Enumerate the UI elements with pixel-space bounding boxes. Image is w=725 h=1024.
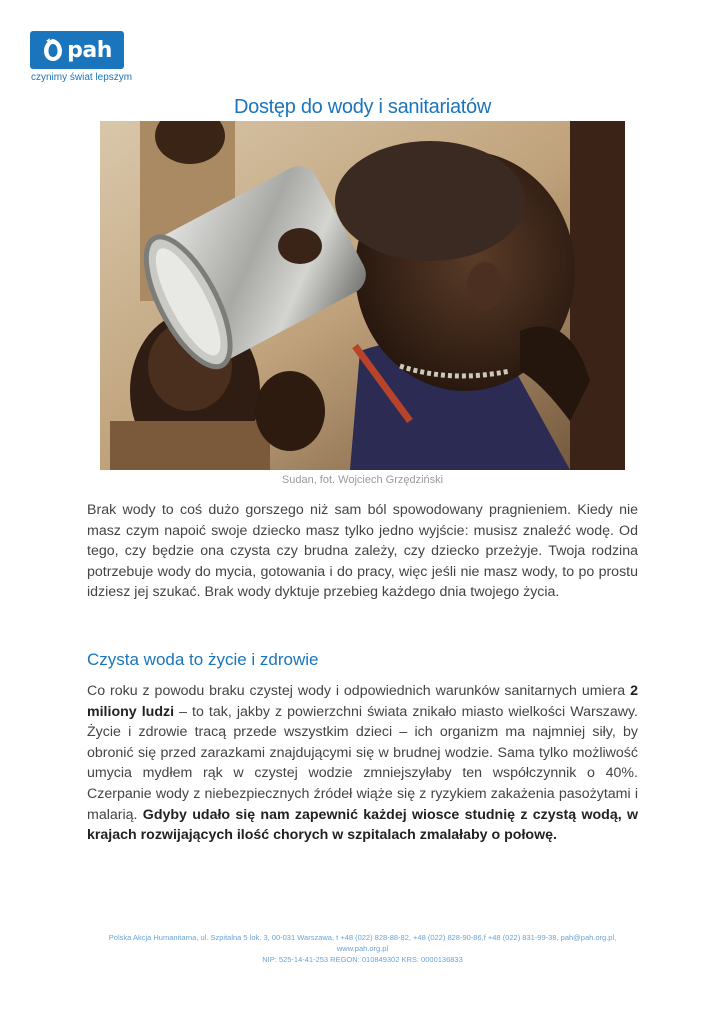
section-text-start: Co roku z powodu braku czystej wody i odpowiednich warunków sanitarnych umiera bbox=[87, 683, 631, 699]
logo-text: pah bbox=[67, 37, 112, 63]
logo-tagline: czynimy świat lepszym bbox=[31, 72, 133, 83]
intro-paragraph: Brak wody to coś dużo gorszego niż sam ból spowodowany pragnieniem. Kiedy nie masz czym napoić swoje dziecko masz tylko jedno wyjście: musisz znaleźć wodę. Od tego, czy będzie ona czysta czy brudna zależy, czy dziecko przeżyje. Twoja rodzina potrzebuje wody do mycia, gotowania i do pracy, więc jeśli nie masz wody, to po prostu idziesz jej szukać. Brak wody dyktuje przebieg każdego dnia twojego życia. bbox=[87, 502, 638, 601]
section-heading: Czysta woda to życie i zdrowie bbox=[87, 650, 319, 669]
page-title: Dostęp do wody i sanitariatów bbox=[234, 96, 491, 118]
drop-logo-icon bbox=[42, 37, 64, 63]
photo-child-drinking bbox=[100, 121, 625, 470]
section-text-middle: – to tak, jakby z powierzchni świata znikało miasto wielkości Warszawy. Życie i zdrowie tracą przede wszystkim dzieci – ich organizm ma najmniej siły, by obronić się przed zarazkami znajdującymi się w brudnej wodzie. Sama tylko możliwość umycia mydłem rąk w czystej wodzie zmniejszyłaby ten współczynnik o 40%. Czerpanie wody z niebezpiecznych źródeł wiąże się z ryzykiem zakażenia pasożytami i malarią. bbox=[87, 703, 638, 823]
pah-logo bbox=[30, 31, 124, 69]
footer-address: Polska Akcja Humanitarna, ul. Szpitalna 5 lok. 3, 00-031 Warszawa, t +48 (022) 828-88-82, +48 (022) 828-90-86,f +48 (022) 831-99-38, pah@pah.org.pl, bbox=[108, 933, 617, 942]
footer-registration: NIP: 525-14-41-253 REGON: 010849302 KRS: 0000136833 bbox=[262, 955, 463, 964]
photo-caption: Sudan, fot. Wojciech Grzędziński bbox=[281, 474, 444, 486]
footer-website: www.pah.org.pl bbox=[336, 944, 389, 953]
bold-conclusion: Gdyby udało się nam zapewnić każdej wiosce studnię z czystą wodą, w krajach rozwijających ilość chorych w szpitalach zmalałaby o połowę. bbox=[87, 806, 639, 844]
bold-figure: 2 miliony ludzi bbox=[87, 683, 638, 720]
footer bbox=[40, 932, 685, 965]
section-paragraph bbox=[87, 681, 638, 846]
